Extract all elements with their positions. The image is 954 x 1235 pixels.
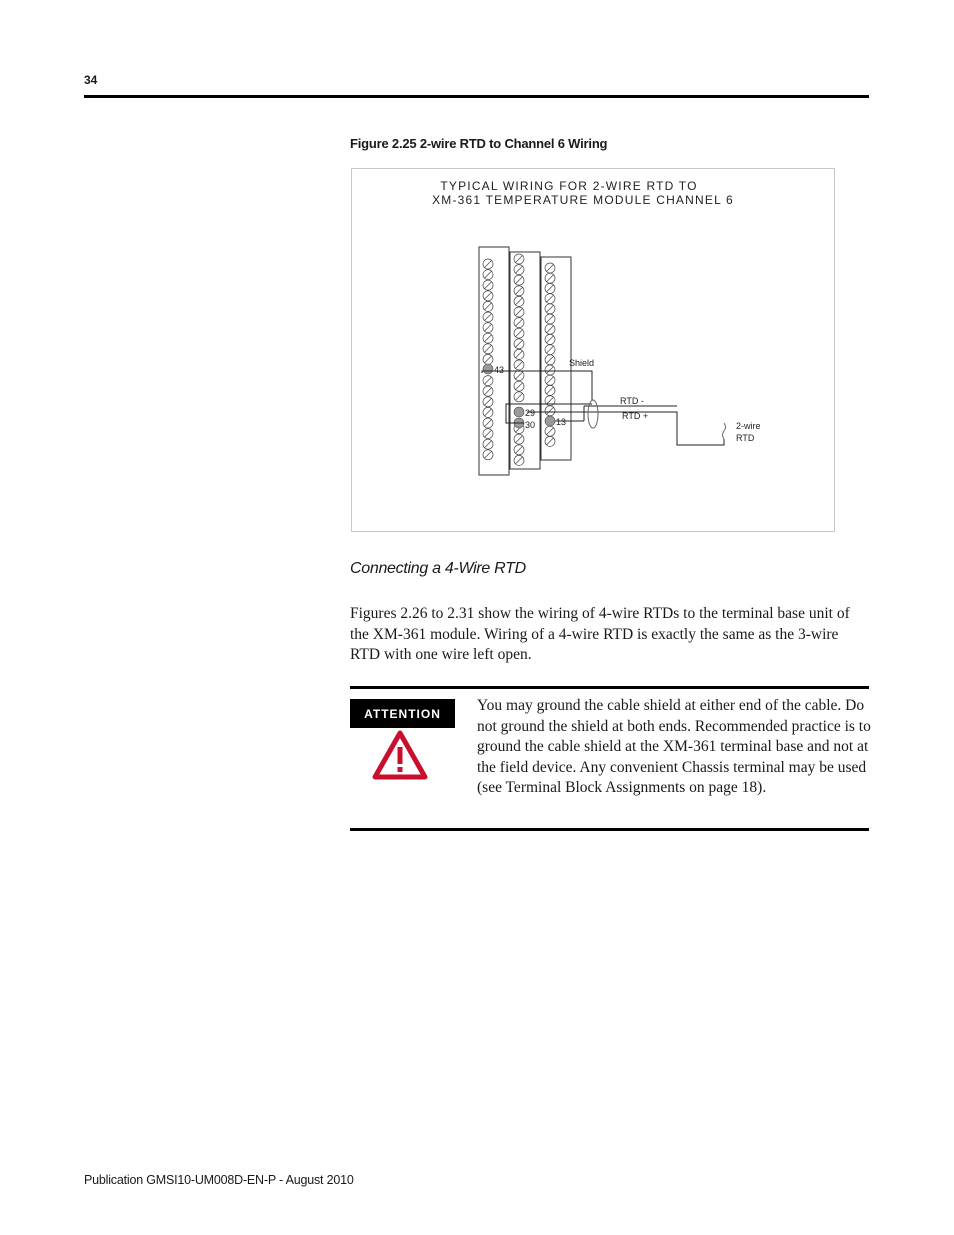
terminal-13-label: 13 — [556, 417, 567, 427]
header-rule — [84, 95, 869, 98]
page-footer: Publication GMSI10-UM008D-EN-P - August 2010 — [84, 1173, 354, 1187]
attention-text: You may ground the cable shield at either end of the cable. Do not ground the shield at both ends. Recommended practice is to ground the cable shield at the XM-361 terminal base and not at the field device. Any convenient Chassis terminal may be used (see Terminal Block Assignments on page 18). — [477, 697, 871, 796]
terminal-43-label: 43 — [494, 365, 505, 375]
terminal-30-label: 30 — [525, 420, 536, 430]
figure-title-line1: TYPICAL WIRING FOR 2-WIRE RTD TO — [440, 179, 698, 193]
rtd-minus-label: RTD - — [620, 396, 644, 406]
terminal-29-label: 29 — [525, 408, 536, 418]
warning-triangle-icon — [372, 730, 428, 780]
figure-title-line2: XM-361 TEMPERATURE MODULE CHANNEL 6 — [432, 193, 734, 207]
attention-top-rule — [350, 686, 869, 689]
terminal-screws-left — [483, 259, 493, 460]
device-label-line1: 2-wire — [736, 421, 761, 431]
terminal-29-dot — [514, 407, 524, 417]
shield-label: Shield — [569, 358, 595, 368]
page-number: 34 — [84, 73, 98, 87]
terminal-13-dot — [545, 416, 555, 426]
rtd-plus-label: RTD + — [622, 411, 649, 421]
device-label-line2: RTD — [736, 433, 755, 443]
attention-badge: ATTENTION — [350, 699, 455, 728]
wiring-diagram — [352, 169, 836, 533]
figure-caption: Figure 2.25 2-wire RTD to Channel 6 Wiring — [350, 136, 608, 151]
body-paragraph: Figures 2.26 to 2.31 show the wiring of 4-wire RTDs to the terminal base unit of the XM-361 module. Wiring of a 4-wire RTD is exactly the same as the 3-wire RTD with one wire left open. — [350, 605, 850, 663]
section-heading: Connecting a 4-Wire RTD — [350, 560, 526, 577]
terminal-43-dot — [483, 364, 493, 374]
attention-bottom-rule — [350, 828, 869, 831]
wiring-figure — [351, 168, 835, 532]
